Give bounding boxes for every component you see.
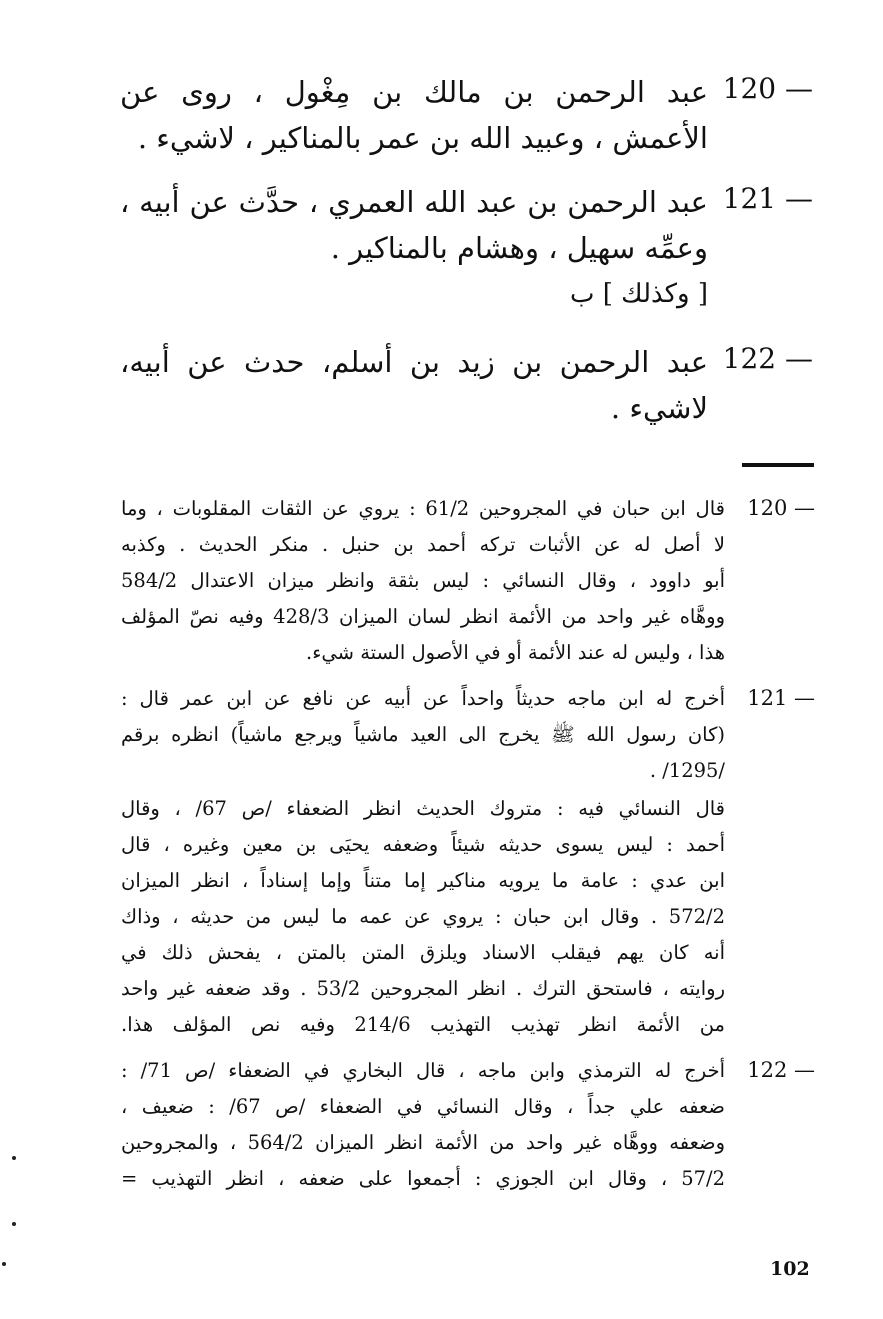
page-number: 102 [770, 1258, 810, 1280]
entry-121 [100, 178, 813, 318]
footnote-line: (كان رسول الله ﷺ يخرج الى العيد ماشياً ويرجع ماشياً) انظره برقم [121, 723, 725, 746]
footnote-121 [95, 682, 815, 1054]
footnote-line: روايته ، فاستحق الترك . انظر المجروحين 53/2 . وقد ضعفه غير واحد [121, 977, 725, 1000]
footnote-line: قال ابن حبان في المجروحين 61/2 : يروي عن الثقات المقلوبات ، وما [121, 497, 725, 520]
footnote-line: أحمد : ليس يسوى حديثه شيئاً وضعفه يحيَى بن معين وغيره ، قال [121, 833, 725, 856]
footnote-line: لا أصل له عن الأثبات تركه أحمد بن حنبل . منكر الحديث . وكذبه [121, 533, 725, 556]
footnote-separator [742, 463, 814, 467]
footnote-line: وضعفه ووهَّاه غير واحد من الأئمة انظر الميزان 564/2 ، والمجروحين [121, 1131, 725, 1154]
entry-line: الأعمش ، وعبيد الله بن عمر بالمناكير ، لاشيء . [137, 121, 708, 155]
footnote-line: أخرج له ابن ماجه حديثاً واحداً عن أبيه عن نافع عن ابن عمر قال : [121, 687, 725, 710]
footnote-line: /1295/ . [649, 759, 725, 782]
footnote-number: 121 — [747, 686, 815, 710]
entry-number: 121 — [722, 182, 813, 215]
footnote-number: 120 — [747, 496, 815, 520]
entry-120 [100, 68, 813, 168]
footnote-line: ابن عدي : عامة ما يرويه مناكير إما متناً وإما إسناداً ، انظر الميزان [121, 869, 725, 892]
footnote-line: من الأئمة انظر تهذيب التهذيب 214/6 وفيه نص المؤلف هذا. [121, 1013, 725, 1036]
footnote-line: أخرج له الترمذي وابن ماجه ، قال البخاري في الضعفاء /ص 71/ : [121, 1059, 725, 1082]
footnote-line: أبو داوود ، وقال النسائي : ليس بثقة وانظر ميزان الاعتدال 584/2 [121, 569, 725, 592]
footnote-line: 57/2 ، وقال ابن الجوزي : أجمعوا على ضعفه ، انظر التهذيب = [121, 1167, 725, 1190]
footnote-line: قال النسائي فيه : متروك الحديث انظر الضعفاء /ص 67/ ، وقال [121, 797, 725, 820]
footnote-122 [95, 1054, 815, 1204]
scan-speck [12, 1222, 16, 1226]
footnote-line: ضعفه علي جداً ، وقال النسائي في الضعفاء /ص 67/ : ضعيف ، [121, 1095, 725, 1118]
scan-speck [2, 1262, 6, 1266]
scan-speck [12, 1156, 16, 1160]
entry-line: لاشيء . [610, 391, 708, 425]
footnote-line: هذا ، وليس له عند الأئمة أو في الأصول الستة شيء. [306, 641, 725, 664]
footnote-number: 122 — [747, 1058, 815, 1082]
entry-line: وعمِّه سهيل ، وهشام بالمناكير . [330, 231, 708, 265]
entry-line: عبد الرحمن بن زيد بن أسلم، حدث عن أبيه، [120, 345, 708, 379]
footnote-line: أنه كان يهم فيقلب الاسناد ويلزق المتن بالمتن ، يفحش ذلك في [121, 941, 725, 964]
entry-number: 122 — [722, 342, 813, 375]
footnote-line: 572/2 . وقال ابن حبان : يروي عن عمه ما ليس من حديثه ، وذاك [121, 905, 725, 928]
entry-line: عبد الرحمن بن مالك بن مِغْول ، روى عن [120, 75, 708, 109]
entry-number: 120 — [722, 72, 813, 105]
entry-122 [100, 338, 813, 438]
entry-line: [ وكذلك ] ب [570, 279, 708, 309]
footnote-line: ووهَّاه غير واحد من الأئمة انظر لسان الميزان 428/3 وفيه نصّ المؤلف [121, 605, 725, 628]
entry-line: عبد الرحمن بن عبد الله العمري ، حدَّث عن أبيه ، [120, 185, 708, 219]
footnote-120 [95, 492, 815, 682]
